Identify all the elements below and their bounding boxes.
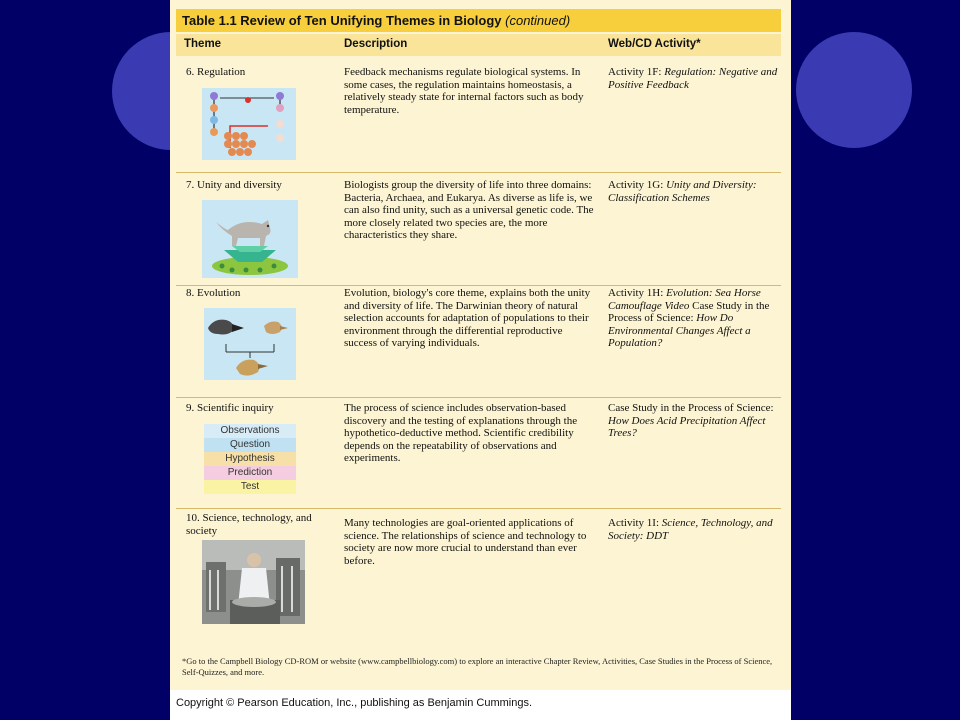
- row-6-description: Feedback mechanisms regulate biological systems. In some cases, the regulation maintains homeostasis, a relatively steady state for internal factors such as body temperature.: [344, 66, 584, 116]
- header-activity: Web/CD Activity*: [608, 38, 701, 50]
- row-6-activity: [608, 66, 778, 91]
- inquiry-step-prediction: Prediction: [204, 466, 296, 480]
- row-8-activity-case-study: How Do Environmental Changes Affect a Population?: [608, 312, 751, 349]
- row-divider: [176, 172, 781, 173]
- copyright-notice: Copyright © Pearson Education, Inc., publishing as Benjamin Cummings.: [176, 697, 533, 709]
- row-divider: [176, 508, 781, 509]
- evolution-finches-illustration: [204, 308, 296, 380]
- row-9-activity: [608, 402, 778, 440]
- row-8-activity-suffix: Case Study in the Process of Science:: [608, 299, 770, 324]
- table-title-suffix: (continued): [505, 13, 571, 28]
- row-10-activity: [608, 517, 778, 542]
- row-9-theme: 9. Scientific inquiry: [186, 402, 274, 414]
- row-9-activity-prefix: Case Study in the Process of Science:: [608, 402, 774, 414]
- inquiry-step-question: Question: [204, 438, 296, 452]
- lab-technician-photo: [202, 540, 305, 624]
- row-divider: [176, 397, 781, 398]
- unity-diversity-cat-illustration: [202, 200, 298, 278]
- row-10-theme: 10. Science, technology, and society: [186, 512, 312, 537]
- row-8-description: Evolution, biology's core theme, explains both the unity and diversity of life. The Darwinian theory of natural selection accounts for adaptation of populations to their environment through the differential reproductive success of varying individuals.: [344, 287, 591, 349]
- row-9-activity-title: How Does Acid Precipitation Affect Trees?: [608, 414, 766, 439]
- themes-table: [170, 0, 791, 690]
- table-footnote: *Go to the Campbell Biology CD-ROM or website (www.campbellbiology.com) to explore an interactive Chapter Review, Activities, Case Studies in the Process of Science, Self-Quizzes, and more.: [182, 656, 773, 677]
- row-8-activity-prefix: Activity 1H:: [608, 287, 667, 299]
- table-header-row: [176, 34, 781, 56]
- row-8-activity-title: Evolution: Sea Horse Camouflage Video: [608, 287, 761, 312]
- row-8-theme: 8. Evolution: [186, 287, 241, 299]
- row-6-theme: 6. Regulation: [186, 66, 246, 78]
- inquiry-step-hypothesis: Hypothesis: [204, 452, 296, 466]
- regulation-feedback-illustration: [202, 88, 296, 160]
- slide-page: [170, 0, 791, 720]
- row-7-theme: 7. Unity and diversity: [186, 179, 282, 191]
- inquiry-step-test: Test: [204, 480, 296, 494]
- row-7-activity-title: Unity and Diversity: Classification Schemes: [608, 179, 757, 204]
- row-9-description: The process of science includes observation-based discovery and the testing of explanations through the hypothetico-deductive method. Scientific credibility depends on the repeatability of observations and experiments.: [344, 402, 578, 464]
- table-title-text: Table 1.1 Review of Ten Unifying Themes in Biology: [182, 13, 502, 28]
- row-10-description: Many technologies are goal-oriented applications of science. The relationships of science and technology to society are now more crucial to understand than ever before.: [344, 517, 587, 567]
- table-title: [176, 9, 781, 32]
- row-6-activity-title: Regulation: Negative and Positive Feedback: [608, 66, 778, 91]
- row-7-activity-prefix: Activity 1G:: [608, 179, 667, 191]
- row-7-description: Biologists group the diversity of life into three domains: Bacteria, Archaea, and Eukarya. As diverse as life is, we can also find unity, such as a universal genetic code. The more closely related two species are, the more characteristics they share.: [344, 179, 594, 241]
- inquiry-step-observations: Observations: [204, 424, 296, 438]
- background-circle-right: [796, 32, 912, 148]
- row-6-activity-prefix: Activity 1F:: [608, 66, 665, 78]
- row-7-activity: [608, 179, 778, 204]
- header-description: Description: [344, 38, 408, 50]
- scientific-inquiry-steps: [204, 424, 296, 494]
- row-10-activity-prefix: Activity 1I:: [608, 517, 662, 529]
- row-10-activity-title: Science, Technology, and Society: DDT: [608, 517, 773, 542]
- row-8-activity: [608, 287, 778, 350]
- row-divider: [176, 285, 781, 286]
- header-theme: Theme: [184, 38, 222, 50]
